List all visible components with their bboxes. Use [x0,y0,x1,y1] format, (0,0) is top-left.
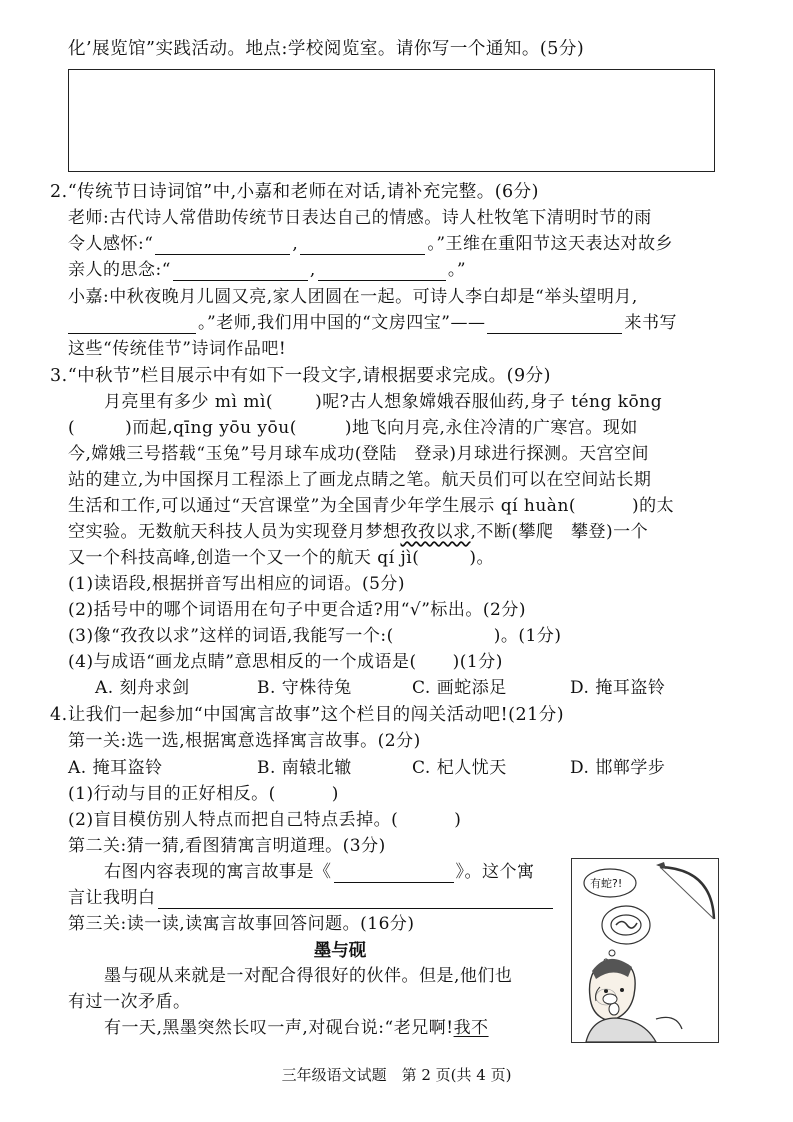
q3-text: )。 [469,548,495,568]
story-line-1: 墨与砚从来就是一对配合得很好的伙伴。但是,他们也 [104,966,513,986]
q4-option-d[interactable]: D. 邯郸学步 [570,758,666,778]
q3-text: ( [68,418,76,438]
q4-level-3-title: 第三关:读一读,读寓言故事回答问题。(16分) [68,914,415,934]
notice-answer-box[interactable] [68,69,715,172]
q3-para-line-2 [68,417,638,439]
fable-illustration [571,858,719,1043]
q2-blank-qingming-2[interactable] [300,236,425,255]
q2-end-line: 这些“传统佳节”诗词作品吧! [68,339,287,359]
q2-line-libai [68,312,677,334]
q2-text: , [292,234,299,254]
q3-para-line-6 [68,521,648,543]
q3-text: )呢?古人想象嫦娥吞服仙药,身子 téng kōng [315,392,663,412]
q3-para-line-4: 站的建立,为中国探月工程添上了画龙点睛之笔。航天员们可以在空间站长期 [68,470,652,490]
q3-heading: 3.“中秋节”栏目展示中有如下一段文字,请根据要求完成。(9分) [50,366,551,386]
q2-line-chongyang [68,259,466,281]
q4-option-a[interactable]: A. 掩耳盗铃 [68,758,163,778]
q4-blank-fable-name[interactable] [334,864,454,883]
q2-text: 来书写 [624,313,677,333]
q2-text: 。”老师,我们用中国的“文房四宝”—— [198,313,486,333]
q2-text: 令人感怀:“ [68,234,154,254]
q2-blank-chongyang-2[interactable] [318,262,446,281]
q4-level-1-item-2 [68,809,461,831]
q3-option-a[interactable]: A. 刻舟求剑 [95,678,190,698]
q4-blank-lesson[interactable] [158,890,553,909]
q2-line-qingming [68,233,673,255]
q2-blank-wenfang[interactable] [487,315,622,334]
q4-text: 右图内容表现的寓言故事是《 [104,862,332,882]
q3-text: (4)与成语“画龙点睛”意思相反的一个成语是( [68,652,417,672]
q4-level-1-title: 第一关:选一选,根据寓意选择寓言故事。(2分) [68,731,421,751]
speech-bubble-text: 有蛇?! [590,877,623,890]
q3-para-line-3: 今,嫦娥三号搭载“玉兔”号月球车成功(登陆 登录)月球进行探测。天宫空间 [68,444,650,464]
q4-text: 言让我明白 [68,888,156,908]
q2-text: 。” [447,260,467,280]
q3-option-d[interactable]: D. 掩耳盗铃 [570,678,666,698]
q3-para-line-1 [104,391,662,413]
q4-level-2-line-2 [68,887,555,909]
q3-text: 月亮里有多少 mì mì( [104,392,274,412]
q4-level-2-title: 第二关:猜一猜,看图猜寓言明道理。(3分) [68,836,386,856]
q3-option-c[interactable]: C. 画蛇添足 [412,678,507,698]
q4-option-c[interactable]: C. 杞人忧天 [412,758,507,778]
q3-sub-2: (2)括号中的哪个词语用在句子中更合适?用“√”标出。(2分) [68,600,526,620]
q2-blank-qingming-1[interactable] [155,236,290,255]
q3-text: ,不断(攀爬 攀登)一个 [470,522,649,542]
story-line-3 [104,1017,489,1039]
story-title: 墨与砚 [313,941,367,961]
q3-underlined-idiom: 孜孜以求 [400,522,471,542]
q3-text: )而起,qīng yōu yōu( [125,418,297,438]
q3-sub-1: (1)读语段,根据拼音写出相应的词语。(5分) [68,574,406,594]
q3-option-b[interactable]: B. 守株待兔 [257,678,352,698]
q3-text: 又一个科技高峰,创造一个又一个的航天 qí jì( [68,548,420,568]
q4-option-b[interactable]: B. 南辕北辙 [257,758,352,778]
q2-xiaojia-line: 小嘉:中秋夜晚月儿圆又亮,家人团圆在一起。可诗人李白却是“举头望明月, [68,287,638,307]
notice-task-text: 化’展览馆”实践活动。地点:学校阅览室。请你写一个通知。(5分) [68,39,585,59]
q3-text: )地飞向月亮,永住冷清的广寒宫。现如 [344,418,638,438]
q3-text: )。(1分) [493,626,562,646]
q4-text: ) [454,810,462,830]
q2-teacher-line: 老师:古代诗人常借助传统节日表达自己的情感。诗人杜牧笔下清明时节的雨 [68,208,652,228]
q3-sub-3 [68,625,561,647]
q4-level-2-line-1 [104,861,535,883]
q2-text: 亲人的思念:“ [68,260,171,280]
q3-para-line-7 [68,547,494,569]
q4-text: ) [331,784,339,804]
q3-para-line-5 [68,495,674,517]
q2-blank-chongyang-1[interactable] [173,262,308,281]
q2-blank-libai[interactable] [68,315,196,334]
q4-text: (1)行动与目的正好相反。( [68,784,276,804]
story-text: 有一天,黑墨突然长叹一声,对砚台说:“老兄啊! [104,1018,454,1038]
story-line-2: 有过一次矛盾。 [68,992,191,1012]
page-footer: 三年级语文试题 第 2 页(共 4 页) [281,1066,512,1084]
story-underlined-text: 我不 [453,1018,489,1038]
q4-level-1-item-1 [68,783,339,805]
q3-text: (3)像“孜孜以求”这样的词语,我能写一个:( [68,626,394,646]
q4-heading: 4.让我们一起参加“中国寓言故事”这个栏目的闯关活动吧!(21分) [50,705,565,725]
q2-text: , [309,260,316,280]
q3-text: 空实验。无数航天科技人员为实现登月梦想 [68,522,401,542]
q2-text: 。”王维在重阳节这天表达对故乡 [427,234,674,254]
q3-text: 生活和工作,可以通过“天宫课堂”为全国青少年学生展示 qí huàn( [68,496,577,516]
q2-heading: 2.“传统节日诗词馆”中,小嘉和老师在对话,请补充完整。(6分) [50,182,540,202]
q3-text: )的太 [632,496,675,516]
q4-text: 》。这个寓 [455,862,535,882]
q3-text: )(1分) [452,652,503,672]
q4-text: (2)盲目模仿别人特点而把自己特点丢掉。( [68,810,399,830]
q3-sub-4 [68,651,503,673]
